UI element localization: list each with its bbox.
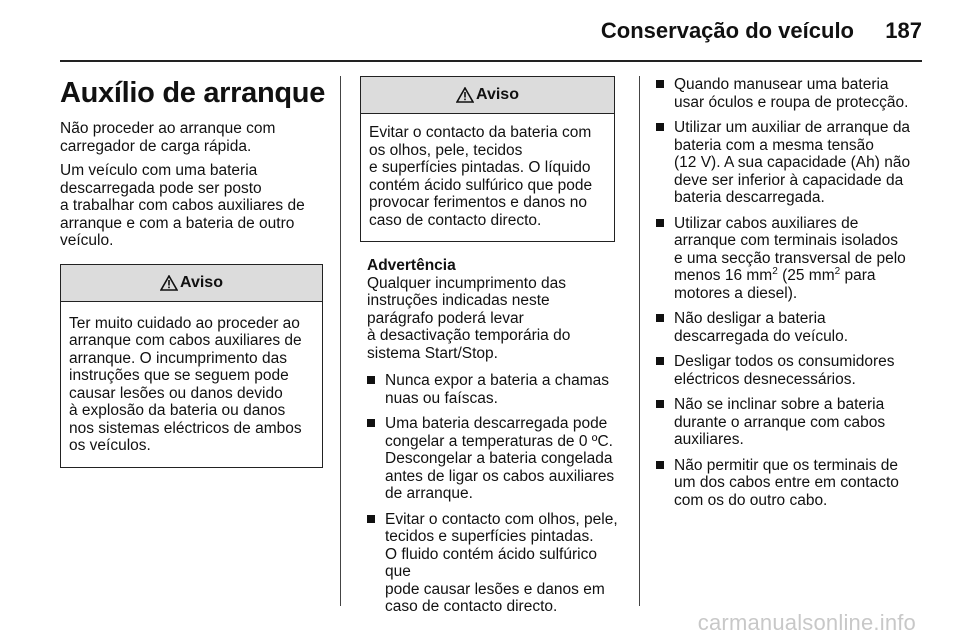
- square-bullet-icon: [367, 515, 375, 523]
- square-bullet-icon: [656, 219, 664, 227]
- column-2: [367, 76, 625, 624]
- list-item: Não se inclinar sobre a bateria durante o arranque com cabos auxiliares.: [656, 396, 922, 449]
- list-item: Uma bateria descarregada pode congelar a temperaturas de 0 ºC. Descongelar a bateria congelada antes de ligar os cabos auxiliares de arranque.: [367, 415, 625, 503]
- warning-label: Aviso: [476, 86, 519, 104]
- square-bullet-icon: [656, 461, 664, 469]
- warning-text: Ter muito cuidado ao proceder ao arranque com cabos auxiliares de arranque. O incumprimento das instruções que se seguem pode causar lesões ou danos devido à explosão da bateria ou danos nos sistemas eléctricos de ambos os veículos.: [69, 314, 302, 454]
- warning-triangle-icon: [456, 87, 474, 103]
- column-divider: [340, 76, 341, 606]
- square-bullet-icon: [656, 357, 664, 365]
- warning-header: [361, 77, 614, 114]
- list-item: Não desligar a bateria descarregada do veículo.: [656, 310, 922, 345]
- page-number: 187: [885, 18, 922, 43]
- list-item: Utilizar cabos auxiliares de arranque com terminais isolados e uma secção transversal de pelo menos 16 $mm^2$ (25 $mm^2$ para motores a diesel).: [656, 215, 922, 303]
- square-bullet-icon: [656, 400, 664, 408]
- square-bullet-icon: [367, 419, 375, 427]
- bullet-list: [367, 372, 625, 616]
- warning-triangle-icon: [160, 275, 178, 291]
- list-item: Não permitir que os terminais de um dos cabos entre em contacto com os do outro cabo.: [656, 457, 922, 510]
- cable-section-line: menos 16 $mm^2$ (25 $mm^2$ para: [674, 265, 876, 284]
- bullet-list: [656, 76, 922, 509]
- warning-header: [61, 265, 322, 302]
- square-bullet-icon: [656, 80, 664, 88]
- square-bullet-icon: [367, 376, 375, 384]
- warning-box: [60, 264, 323, 468]
- paragraph: Não proceder ao arranque com carregador de carga rápida.: [60, 120, 276, 155]
- advertencia-title: Advertência: [367, 257, 456, 274]
- list-item: Evitar o contacto com olhos, pele, tecidos e superfícies pintadas. O fluido contém ácido sulfúrico que pode causar lesões e danos em caso de contacto directo.: [367, 511, 625, 616]
- square-bullet-icon: [656, 314, 664, 322]
- header-divider: [60, 60, 922, 62]
- advertencia-text: Qualquer incumprimento das instruções indicadas neste parágrafo poderá levar à desactivação temporária do sistema Start/Stop.: [367, 274, 571, 362]
- list-item: Desligar todos os consumidores eléctricos desnecessários.: [656, 353, 922, 388]
- list-item: Nunca expor a bateria a chamas nuas ou faíscas.: [367, 372, 625, 407]
- list-item: Utilizar um auxiliar de arranque da bateria com a mesma tensão (12 V). A sua capacidade (Ah) não deve ser inferior à capacidade da bateria descarregada.: [656, 119, 922, 207]
- column-divider: [639, 76, 640, 606]
- column-1: [60, 76, 325, 468]
- warning-text: Evitar o contacto da bateria com os olhos, pele, tecidos e superfícies pintadas. O líquido contém ácido sulfúrico que pode provocar ferimentos e danos no caso de contacto directo.: [369, 124, 593, 229]
- warning-box: [360, 76, 615, 242]
- warning-label: Aviso: [180, 273, 223, 291]
- square-bullet-icon: [656, 123, 664, 131]
- section-title: Auxílio de arranque: [60, 77, 326, 109]
- list-item: Quando manusear uma bateria usar óculos e roupa de protecção.: [656, 76, 922, 111]
- column-3: [656, 76, 922, 517]
- paragraph: Um veículo com uma bateria descarregada pode ser posto a trabalhar com cabos auxiliares de arranque e com a bateria de outro veículo.: [60, 162, 305, 249]
- watermark: carmanualsonline.info: [697, 610, 916, 635]
- running-header-title: Conservação do veículo: [600, 18, 854, 43]
